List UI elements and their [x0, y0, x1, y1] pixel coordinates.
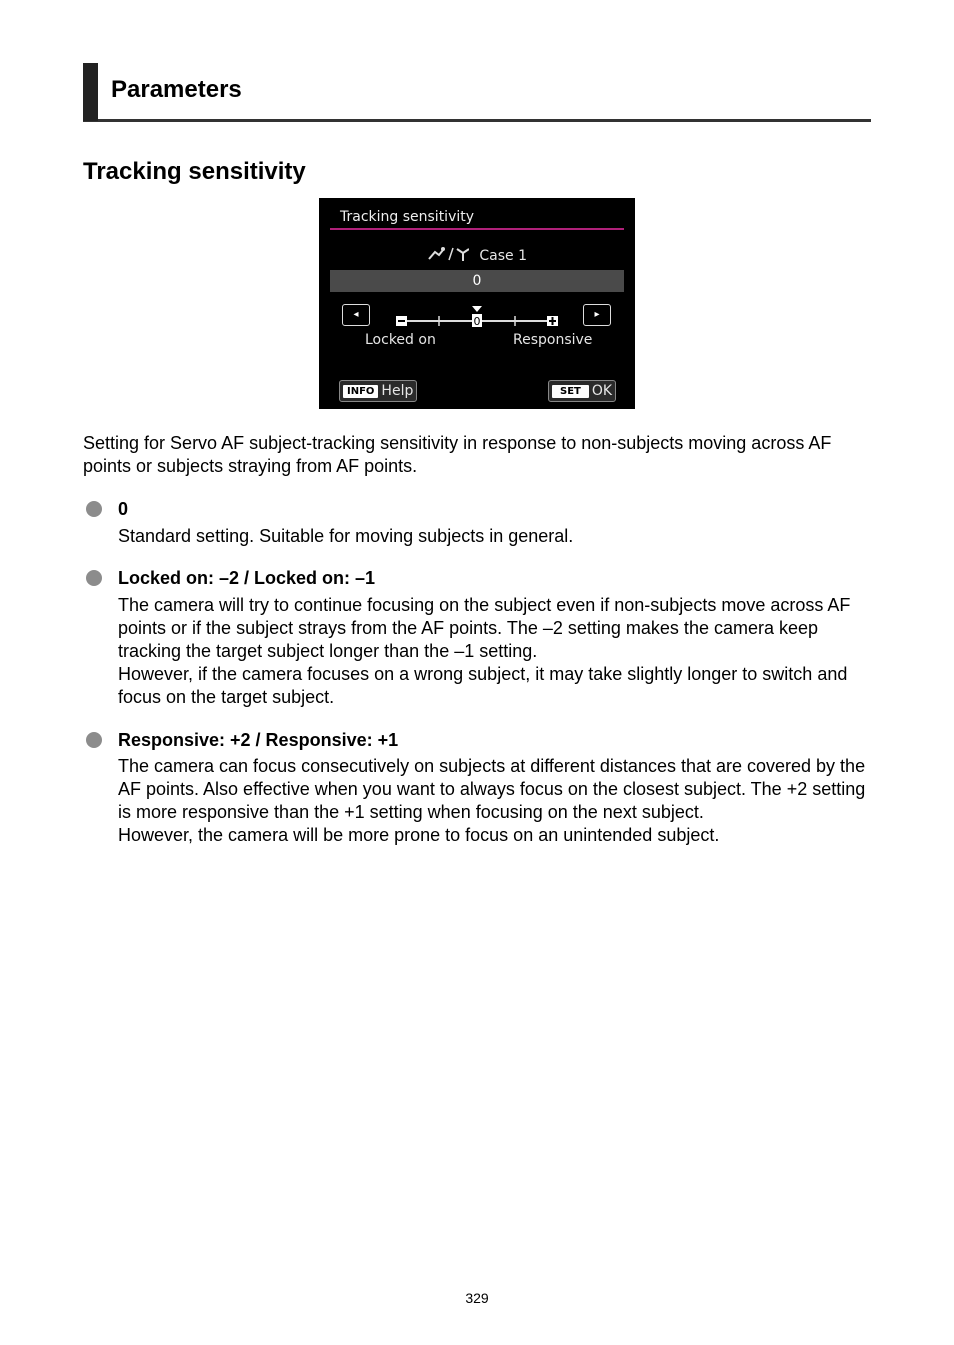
bullet-icon: [86, 501, 102, 517]
screen-case-row: [319, 246, 635, 264]
svg-text:0: 0: [473, 315, 481, 328]
screen-case-label: Case 1: [479, 248, 528, 264]
item-text-locked-on-1: The camera will try to continue focusing on the subject even if non-subjects move across AF points or if the subject strays from the AF points. The –2 setting makes the camera keep tracking the target subject longer than the –1 setting.: [118, 595, 851, 661]
item-text-responsive: [118, 755, 868, 847]
item-title-locked-on: Locked on: –2 / Locked on: –1: [118, 568, 376, 588]
item-text-responsive-1: The camera can focus consecutively on subjects at different distances that are covered by the AF points. Also effective when you want to always focus on the closest subject. The +2 setting is more responsive than the +1 setting when focusing on the next subject.: [118, 756, 866, 822]
section-title: Parameters: [111, 76, 242, 103]
page-number: 329: [465, 1290, 489, 1306]
set-key: SET: [552, 385, 589, 398]
item-title-0: 0: [118, 499, 129, 519]
item-text-locked-on: [118, 594, 868, 709]
screen-value-bar: [330, 270, 624, 292]
left-arrow-button[interactable]: ◂: [342, 304, 370, 326]
sensitivity-scale[interactable]: [395, 304, 565, 332]
item-title-responsive: Responsive: +2 / Responsive: +1: [118, 730, 399, 750]
set-ok-button[interactable]: [548, 380, 616, 402]
bullet-icon: [86, 732, 102, 748]
servo-af-case-icon: [427, 246, 469, 262]
section-bar: [83, 63, 98, 121]
screen-value: 0: [472, 273, 482, 289]
info-key: INFO: [343, 385, 378, 398]
subsection-title: Tracking sensitivity: [83, 158, 306, 185]
screen-title-underline: [330, 228, 624, 230]
ok-label: OK: [591, 383, 613, 399]
item-text-responsive-2: However, the camera will be more prone to focus on an unintended subject.: [118, 825, 720, 845]
bullet-icon: [86, 570, 102, 586]
info-help-button[interactable]: [339, 380, 417, 402]
section-header: [83, 63, 871, 122]
item-text-0: Standard setting. Suitable for moving subjects in general.: [118, 526, 574, 546]
item-text-locked-on-2: However, if the camera focuses on a wrong subject, it may take slightly longer to switch and focus on the target subject.: [118, 664, 848, 707]
intro-paragraph: Setting for Servo AF subject-tracking sensitivity in response to non-subjects moving across AF points or subjects straying from AF points.: [83, 433, 832, 476]
camera-menu-screen: [319, 198, 635, 409]
scale-label-responsive: Responsive: [513, 332, 593, 348]
current-value-marker: [472, 306, 482, 312]
right-arrow-button[interactable]: ▸: [583, 304, 611, 326]
scale-label-locked-on: Locked on: [365, 332, 436, 348]
help-label: Help: [381, 383, 414, 399]
screen-title: Tracking sensitivity: [340, 209, 475, 225]
